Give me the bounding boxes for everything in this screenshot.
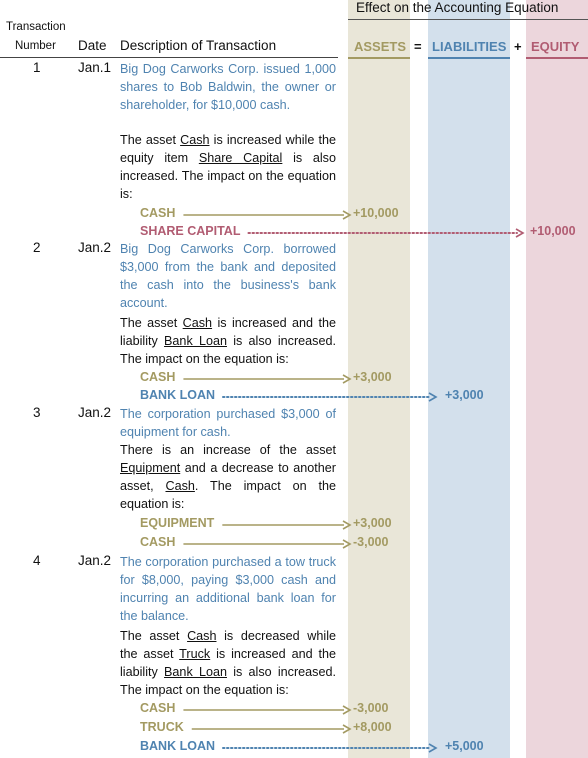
explanation-text: is decreased while the asset	[120, 629, 336, 661]
transaction-number: 2	[33, 240, 41, 255]
impact-amount: +5,000	[445, 739, 484, 753]
account-name: Cash	[182, 316, 213, 330]
header-number-label: Number	[15, 40, 56, 52]
impact-amount: +3,000	[445, 388, 484, 402]
header-equity: EQUITY	[531, 39, 580, 54]
impact-account-label: CASH	[140, 535, 176, 549]
impact-amount: +3,000	[353, 370, 392, 384]
explanation-text: is increased and the liability	[120, 647, 336, 679]
impact-account-label: SHARE CAPITAL	[140, 224, 241, 238]
transaction-date: Jan.2	[78, 405, 112, 420]
impact-amount: +8,000	[353, 720, 392, 734]
account-name: Truck	[179, 647, 211, 661]
header-date: Date	[78, 38, 107, 53]
explanation-text: The asset	[120, 316, 183, 330]
impact-account-label: CASH	[140, 206, 176, 220]
header-transaction-label: Transaction	[6, 21, 66, 33]
impact-account-label: CASH	[140, 370, 176, 384]
explanation-text: is increased while the equity item	[120, 133, 336, 165]
transaction-date: Jan.2	[78, 240, 112, 255]
explanation-text: and a decrease to another asset,	[120, 461, 336, 493]
impact-account-label: CASH	[140, 701, 176, 715]
account-name: Cash	[180, 133, 210, 147]
header-equals-sign: =	[414, 39, 422, 54]
account-name: Equipment	[120, 461, 181, 475]
transaction-date: Jan.2	[78, 553, 112, 568]
header-description: Description of Transaction	[120, 38, 277, 53]
transaction-date: Jan.1	[78, 60, 112, 75]
account-name: Cash	[187, 629, 217, 643]
impact-account-label: EQUIPMENT	[140, 516, 215, 530]
impact-account-label: TRUCK	[140, 720, 184, 734]
impact-amount: +10,000	[353, 206, 399, 220]
impact-account-label: BANK LOAN	[140, 388, 215, 402]
transaction-description: The corporation purchased $3,000 of equipment for cash.	[120, 407, 336, 439]
impact-amount: -3,000	[353, 535, 389, 549]
explanation-text: The asset	[120, 629, 188, 643]
impact-account-label: BANK LOAN	[140, 739, 215, 753]
impact-amount: -3,000	[353, 701, 389, 715]
explanation-text: is increased and the liability	[120, 316, 336, 348]
account-name: Cash	[165, 479, 195, 493]
header-liabilities: LIABILITIES	[432, 39, 507, 54]
explanation-text: is also increased. The impact on the equation is:	[120, 151, 336, 201]
transaction-number: 4	[33, 553, 41, 568]
explanation-text: . The impact on the equation is:	[120, 479, 336, 511]
account-name: Bank Loan	[164, 665, 227, 679]
account-name: Share Capital	[198, 151, 283, 165]
transaction-number: 1	[33, 60, 41, 75]
transaction-number: 3	[33, 405, 41, 420]
transaction-description: Big Dog Carworks Corp. issued 1,000 shares to Bob Baldwin, the owner or shareholder, for $10,000 cash.	[120, 62, 336, 112]
transaction-description: The corporation purchased a tow truck for $8,000, paying $3,000 cash and incurring an additional bank loan for the balance.	[120, 555, 336, 623]
transaction-description: Big Dog Carworks Corp. borrowed $3,000 from the bank and deposited the cash into the business's bank account.	[120, 242, 336, 310]
explanation-text: There is an increase of the asset	[120, 443, 336, 457]
explanation-text: The asset	[120, 133, 181, 147]
explanation-text: is also increased. The impact on the equation is:	[120, 334, 336, 366]
header-plus-sign: +	[514, 39, 522, 54]
explanation-text: is also increased. The impact on the equation is:	[120, 665, 336, 697]
header-assets: ASSETS	[354, 39, 407, 54]
effect-title: Effect on the Accounting Equation	[356, 0, 559, 15]
account-name: Bank Loan	[164, 334, 227, 348]
impact-amount: +10,000	[530, 224, 576, 238]
impact-amount: +3,000	[353, 516, 392, 530]
